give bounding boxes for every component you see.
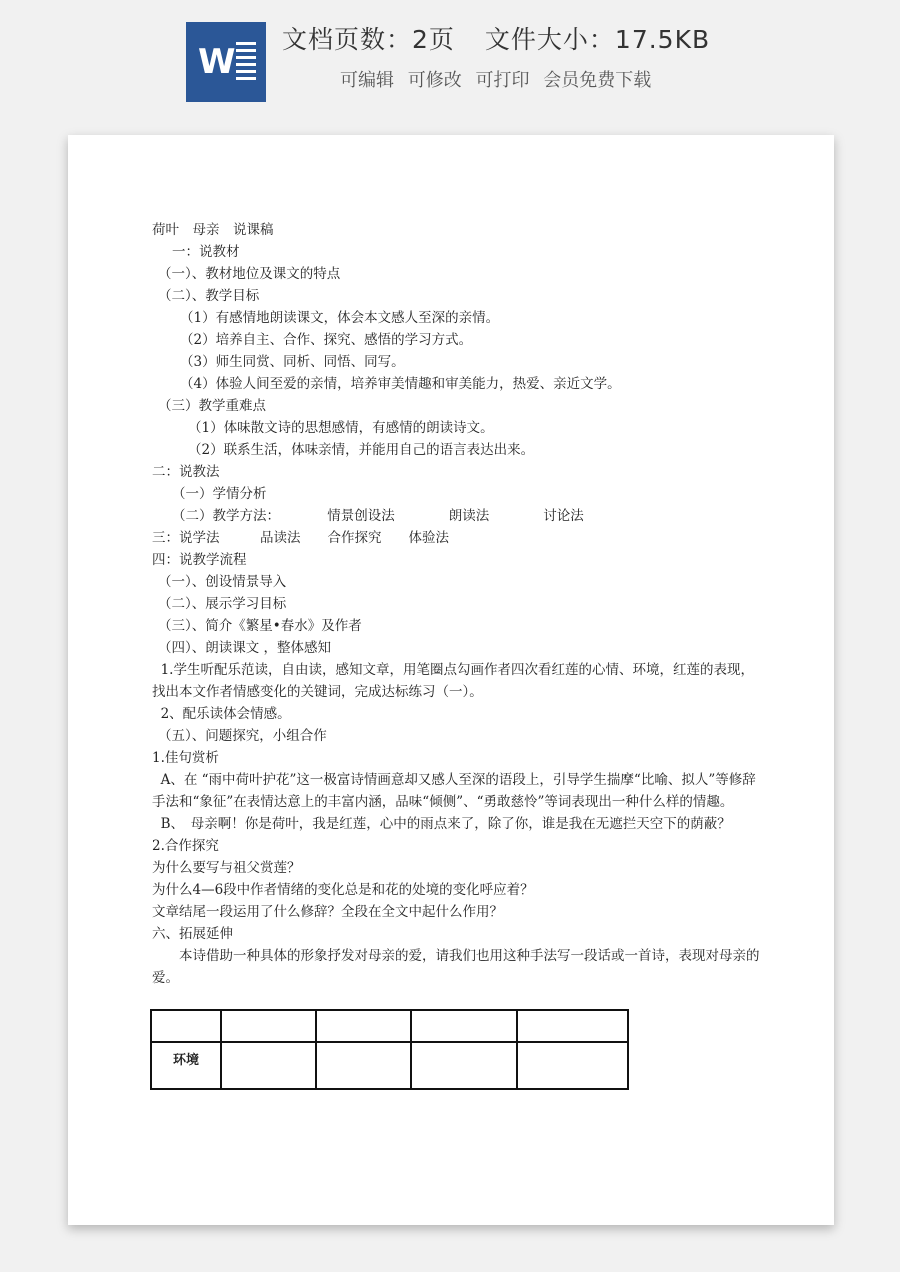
feature-editable: 可编辑 [340, 70, 394, 91]
worksheet-table [150, 1009, 629, 1090]
table-cell [316, 1042, 411, 1089]
feature-list [340, 66, 651, 92]
table-cell [411, 1042, 517, 1089]
teaching-methods: （二）教学方法： 情景创设法 朗读法 讨论法 [172, 508, 584, 524]
table-cell [316, 1010, 411, 1042]
learning-methods: 三：说学法 品读法 合作探究 体验法 [152, 530, 449, 546]
goal-item: （3）师生同赏、同析、同悟、同写。 [180, 354, 405, 370]
word-document-icon [186, 22, 266, 102]
subsection-heading: 1.佳句赏析 [152, 750, 219, 766]
goal-item: （4）体验人间至爱的亲情，培养审美情趣和审美能力，热爱、亲近文学。 [180, 376, 621, 392]
table-row [151, 1010, 628, 1042]
table-cell [411, 1010, 517, 1042]
word-icon-lines [236, 42, 256, 84]
paragraph: A、在 “雨中荷叶护花”这一极富诗情画意却又感人至深的语段上，引导学生揣摩“比喻、拟人”等修辞手法和“象征”在表情达意上的丰富内涵，品味“倾侧”、“勇敢慈怜”等词表现出一种什么样的情趣。 [152, 772, 756, 810]
table-cell [151, 1010, 221, 1042]
table-cell [517, 1010, 628, 1042]
section-heading: 一：说教材 [172, 244, 240, 260]
file-meta [282, 20, 710, 56]
flow-step: （二）、展示学习目标 [158, 596, 287, 612]
goal-item: （1）有感情地朗读课文，体会本文感人至深的亲情。 [180, 310, 500, 326]
feature-printable: 可打印 [475, 70, 530, 91]
subsection-heading: （二）、教学目标 [158, 288, 260, 304]
subsection-heading: （一）、教材地位及课文的特点 [158, 266, 341, 282]
flow-step: （三）、简介《繁星•春水》及作者 [158, 618, 362, 634]
document-body [152, 219, 762, 989]
download-header [0, 0, 900, 120]
goal-item: （2）培养自主、合作、探究、感悟的学习方式。 [180, 332, 473, 348]
word-icon-letter: W [198, 42, 236, 82]
paragraph: B、 母亲啊！你是荷叶，我是红莲，心中的雨点来了，除了你，谁是我在无遮拦天空下的荫蔽？ [152, 816, 731, 832]
flow-step: （四）、朗读课文 ，整体感知 [158, 640, 332, 656]
section-heading: 四：说教学流程 [152, 552, 247, 568]
question: 为什么4—6段中作者情绪的变化总是和花的处境的变化呼应着？ [152, 882, 534, 898]
table-cell [221, 1042, 316, 1089]
question: 文章结尾一段运用了什么修辞？全段在全文中起什么作用？ [152, 904, 503, 920]
difficulty-item: （2）联系生活，体味亲情，并能用自己的语言表达出来。 [188, 442, 535, 458]
page-count: 文档页数：2页 [282, 25, 455, 54]
file-size: 文件大小：17.5KB [484, 25, 711, 54]
section-heading: 二：说教法 [152, 464, 220, 480]
subsection-heading: （三）教学重难点 [158, 398, 266, 414]
question: 为什么要写与祖父赏莲？ [152, 860, 301, 876]
paragraph: 2、配乐读体会情感。 [152, 706, 291, 722]
table-cell [221, 1010, 316, 1042]
flow-step: （一）、创设情景导入 [158, 574, 287, 590]
table-row [151, 1042, 628, 1089]
paragraph: 1.学生听配乐范读，自由读，感知文章，用笔圈点勾画作者四次看红莲的心情、环境，红莲的表现，找出本文作者情感变化的关键词，完成达标练习（一）。 [152, 662, 754, 700]
document-page [68, 135, 834, 1225]
feature-member-download[interactable]: 会员免费下载 [543, 70, 652, 91]
table-cell-environment: 环境 [151, 1042, 221, 1089]
subsection-heading: 2.合作探究 [152, 838, 219, 854]
paragraph: 本诗借助一种具体的形象抒发对母亲的爱，请我们也用这种手法写一段话或一首诗，表现对母亲的爱。 [152, 948, 760, 986]
section-heading: 六、拓展延伸 [152, 926, 233, 942]
table-cell [517, 1042, 628, 1089]
difficulty-item: （1）体味散文诗的思想感情，有感情的朗读诗文。 [188, 420, 494, 436]
subsection-heading: （一）学情分析 [172, 486, 267, 502]
flow-step: （五）、问题探究，小组合作 [158, 728, 327, 744]
feature-modifiable: 可修改 [407, 70, 462, 91]
doc-title: 荷叶 母亲 说课稿 [152, 222, 274, 238]
